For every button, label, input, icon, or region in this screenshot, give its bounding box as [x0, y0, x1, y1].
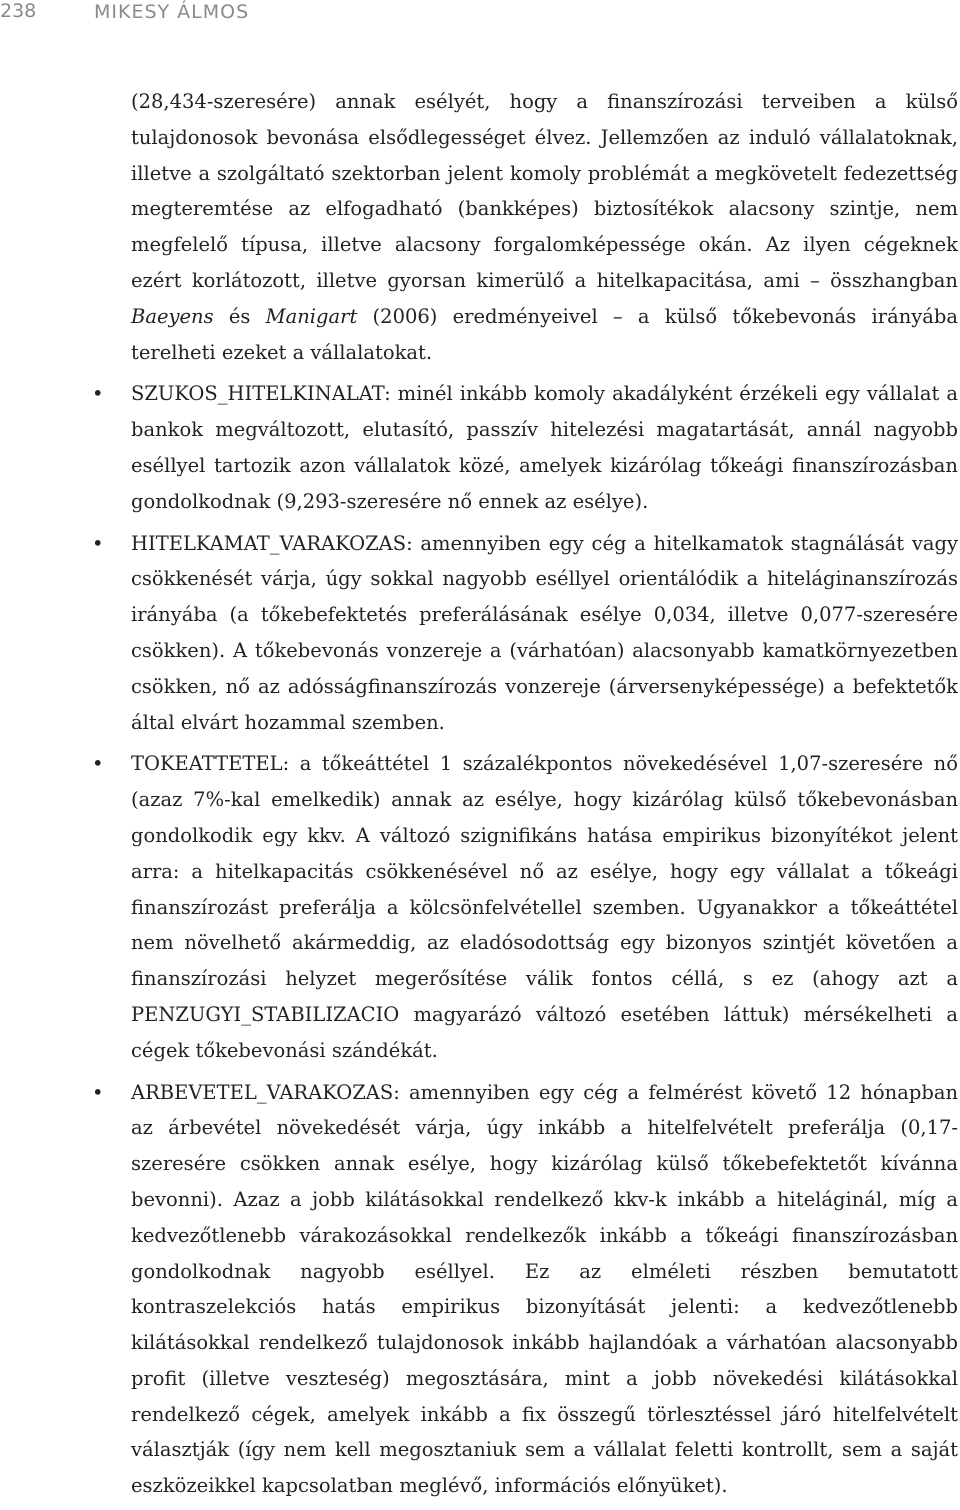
author-manigart: Manigart: [265, 304, 358, 328]
list-item-text: HITELKAMAT_VARAKOZAS: amennyiben egy cég a hitelkamatok stagnálását vagy csökkenését várja, úgy sokkal nagyobb eséllyel orientálódik a hiteláginanszírozás irányába (a tőkebefektetés preferálásának esélye 0,034, illetve 0,077-szeresére csökken). A tőkebevonás vonzereje a (várhatóan) alacsonyabb kamatkörnyezetben csökken, nő az adósságfinanszírozás vonzereje (árversenyképessége) a befektetők által elvárt hozammal szemben.: [131, 531, 958, 734]
running-head: MIKESY ÁLMOS: [94, 1, 250, 23]
list-item-arbevetel-varakozas: [92, 1075, 958, 1505]
list-item-tokeattetel: [92, 746, 958, 1068]
intro-text-2: (2006) eredményeivel – a külső tőkebevonás irányába terelheti ezeket a vállalatokat.: [131, 304, 959, 364]
variable-list: [92, 376, 958, 1504]
intro-paragraph: [131, 84, 958, 370]
author-baeyens: Baeyens: [131, 304, 214, 328]
list-item-text: ARBEVETEL_VARAKOZAS: amennyiben egy cég a felmérést követő 12 hónapban az árbevétel növekedését várja, úgy inkább a hitelfelvételt preferálja (0,17-szeresére csökken annak esélye, hogy kizárólag külső tőkebefektetőt kívánna bevonni). Azaz a jobb kilátásokkal rendelkező kkv-k inkább a hiteláginál, míg a kedvezőtlenebb várakozásokkal rendelkezők inkább a tőkeági finanszírozásban gondolkodnak nagyobb eséllyel. Ez az elméleti részben bemutatott kontraszelekciós hatás empirikus bizonyítását jelenti: a kedvezőtlenebb kilátásokkal rendelkező tulajdonosok inkább hajlandóak a várhatóan alacsonyabb profit (illetve veszteség) megosztására, mint a jobb növekedési kilátásokkal rendelkező cégek, amelyek inkább a fix összegű törlesztéssel járó hitelfelvételt választják (így nem kell megosztaniuk sem a vállalat feletti kontrollt, sem a saját eszközeikkel kapcsolatban meglévő, információs előnyüket).: [131, 1080, 958, 1498]
bullet-icon: •: [92, 752, 104, 776]
bullet-icon: •: [92, 531, 104, 555]
intro-conjunction: és: [213, 304, 266, 328]
bullet-icon: •: [92, 1080, 104, 1104]
list-item-hitelkamat-varakozas: [92, 526, 958, 741]
page-header: [0, 0, 960, 30]
page-number: 238: [0, 0, 37, 22]
list-item-szukos-hitelkinalat: [92, 376, 958, 519]
bullet-icon: •: [92, 382, 104, 406]
body-text: [92, 84, 959, 1510]
list-item-text: SZUKOS_HITELKINALAT: minél inkább komoly akadályként érzékeli egy vállalat a bankok megváltozott, elutasító, passzív hitelezési magatartását, annál nagyobb eséllyel tartozik azon vállalatok közé, amelyek kizárólag tőkeági finanszírozásban gondolkodnak (9,293-szeresére nő ennek az esélye).: [131, 382, 958, 513]
intro-text-1: (28,434-szeresére) annak esélyét, hogy a finanszírozási terveiben a külső tulajdonosok bevonása elsődlegességet élvez. Jellemzően az induló vállalatoknak, illetve a szolgáltató szektorban jelent komoly problémát a megkövetelt fedezettség megteremtése az elfogadható (bankképes) biztosítékok alacsony szintje, nem megfelelő típusa, illetve alacsony forgalomképessége okán. Az ilyen cégeknek ezért korlátozott, illetve gyorsan kimerülő a hitelkapacitása, ami – összhangban: [131, 90, 958, 292]
list-item-text: TOKEATTETEL: a tőkeáttétel 1 százalékpontos növekedésével 1,07-szeresére nő (azaz 7%-kal emelkedik) annak az esélye, hogy kizárólag külső tőkebevonásban gondolkodik egy kkv. A változó szignifikáns hatása empirikus bizonyítékot jelent arra: a hitelkapacitás csökkenésével nő az esélye, hogy egy vállalat a tőkeági finanszírozást preferálja a kölcsönfelvétellel szemben. Ugyanakkor a tőkeáttétel nem növelhető akármeddig, az eladósodottság egy bizonyos szintjét követően a finanszírozási helyzet megerősítése válik fontos céllá, s ez (ahogy azt a PENZUGYI_STABILIZACIO magyarázó változó esetében láttuk) mérsékelheti a cégek tőkebevonási szándékát.: [131, 752, 958, 1062]
